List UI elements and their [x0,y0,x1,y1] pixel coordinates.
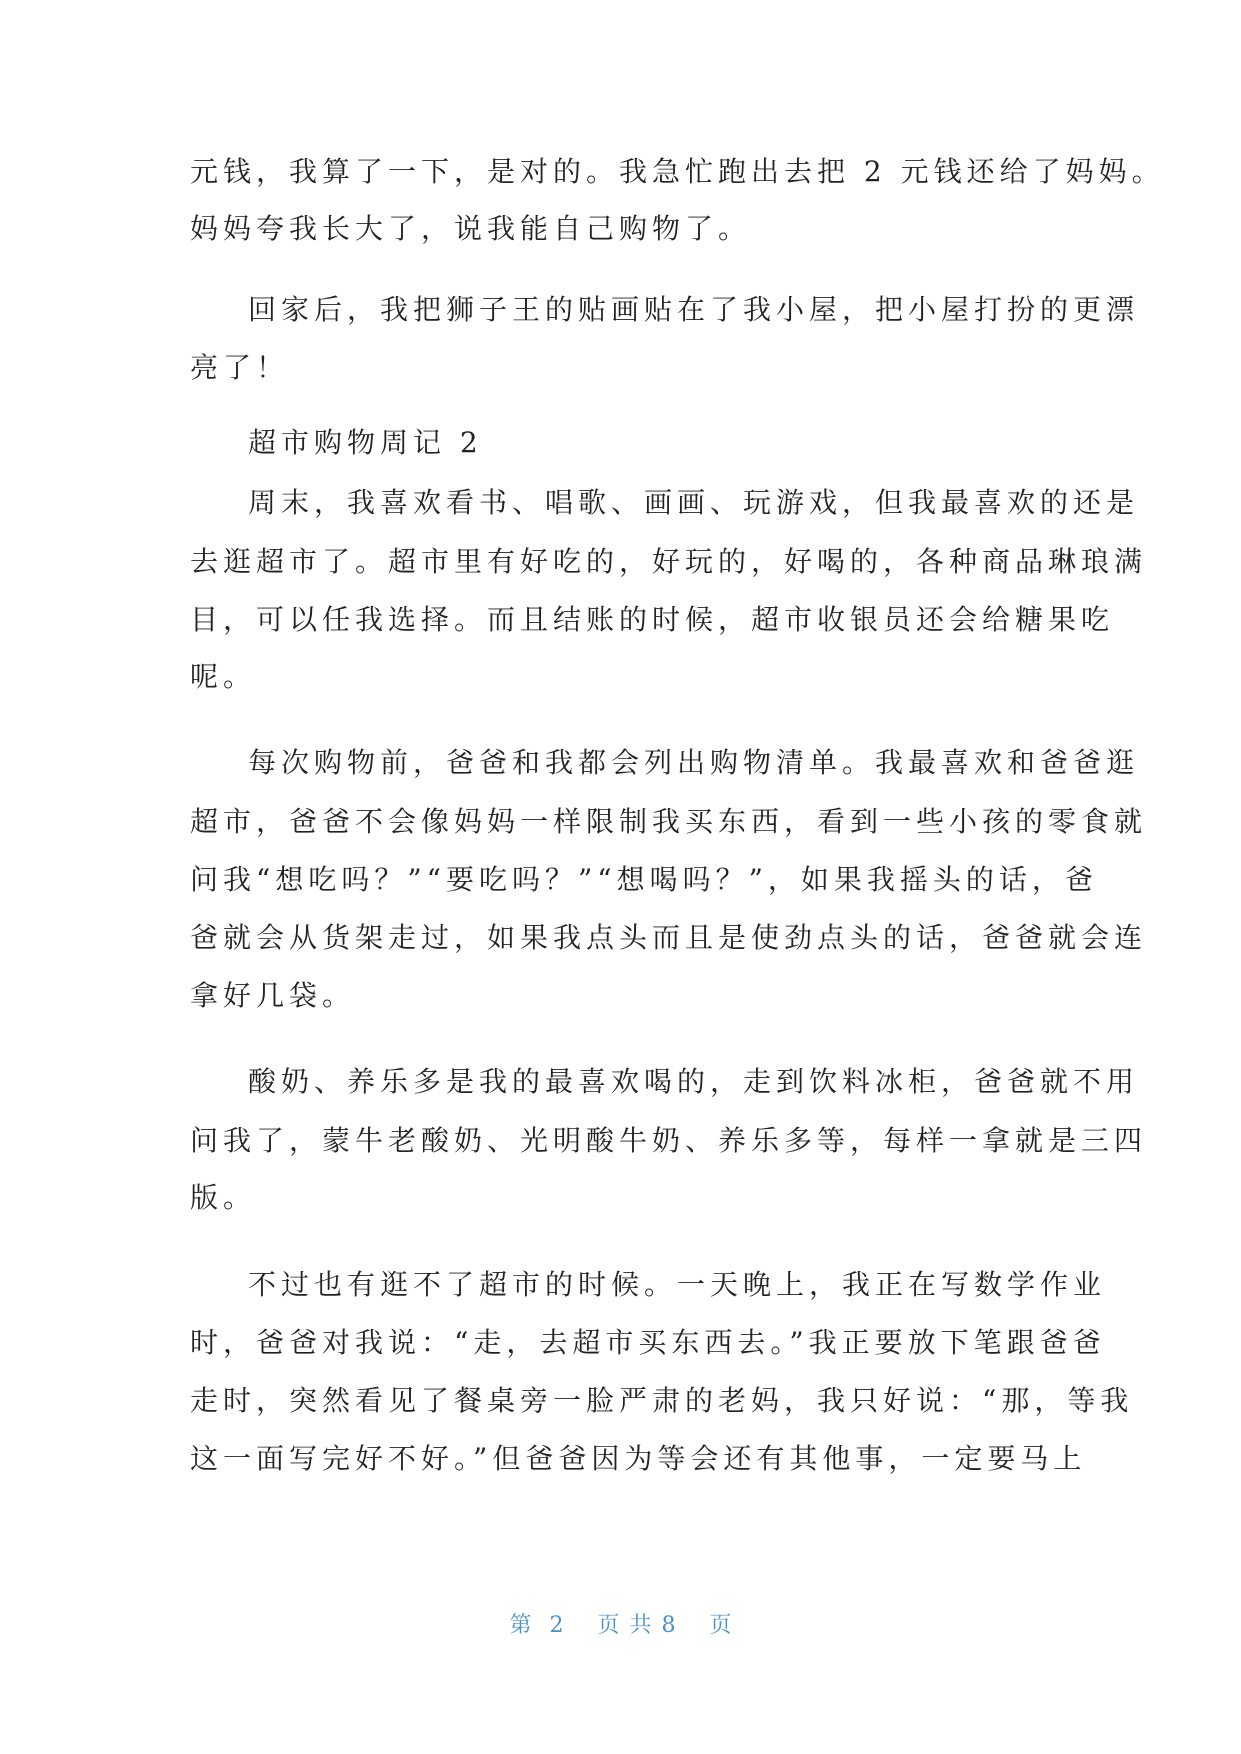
text-line: 时，爸爸对我说：“走，去超市买东西去。”我正要放下笔跟爸爸 [190,1326,1106,1359]
text-line: 爸就会从货架走过，如果我点头而且是使劲点头的话，爸爸就会连 [190,921,1148,954]
footer-ye: 页 [597,1613,620,1638]
text-line: 目，可以任我选择。而且结账的时候，超市收银员还会给糖果吃 [190,603,1115,636]
text-line: 问我“想吃吗？”“要吃吗？”“想喝吗？”，如果我摇头的话，爸 [190,863,1098,896]
text-line: 呢。 [190,660,257,693]
paragraph-start-line: 酸奶、养乐多是我的最喜欢喝的，走到饮料冰柜，爸爸就不用 [248,1065,1140,1098]
paragraph-start-line: 每次购物前，爸爸和我都会列出购物清单。我最喜欢和爸爸逛 [248,746,1140,779]
page-footer [0,1608,1241,1639]
text-line: 亮了！ [190,351,290,384]
paragraph-start-line: 回家后，我把狮子王的贴画贴在了我小屋，把小屋打扮的更漂 [248,293,1140,326]
footer-di: 第 [509,1613,532,1638]
footer-ye-end: 页 [709,1613,732,1638]
current-page-number: 2 [549,1613,564,1638]
paragraph-start-line: 不过也有逛不了超市的时候。一天晚上，我正在写数学作业 [248,1268,1107,1301]
text-line: 元钱，我算了一下，是对的。我急忙跑出去把 2 元钱还给了妈妈。 [190,155,1165,188]
text-line: 版。 [190,1181,257,1214]
text-line: 问我了，蒙牛老酸奶、光明酸牛奶、养乐多等，每样一拿就是三四 [190,1124,1148,1157]
text-line: 去逛超市了。超市里有好吃的，好玩的，好喝的，各种商品琳琅满 [190,545,1148,578]
paragraph-start-line: 周末，我喜欢看书、唱歌、画画、玩游戏，但我最喜欢的还是 [248,486,1140,519]
text-line: 走时，突然看见了餐桌旁一脸严肃的老妈，我只好说：“那，等我 [190,1384,1134,1417]
text-line: 拿好几袋。 [190,979,356,1012]
text-line: 妈妈夸我长大了，说我能自己购物了。 [190,212,752,245]
text-line: 超市，爸爸不会像妈妈一样限制我买东西，看到一些小孩的零食就 [190,805,1148,838]
total-pages-number: 8 [661,1613,676,1638]
footer-gong: 共 [629,1613,652,1638]
section-heading: 超市购物周记 2 [248,426,483,459]
text-line: 这一面写完好不好。”但爸爸因为等会还有其他事，一定要马上 [190,1442,1087,1475]
